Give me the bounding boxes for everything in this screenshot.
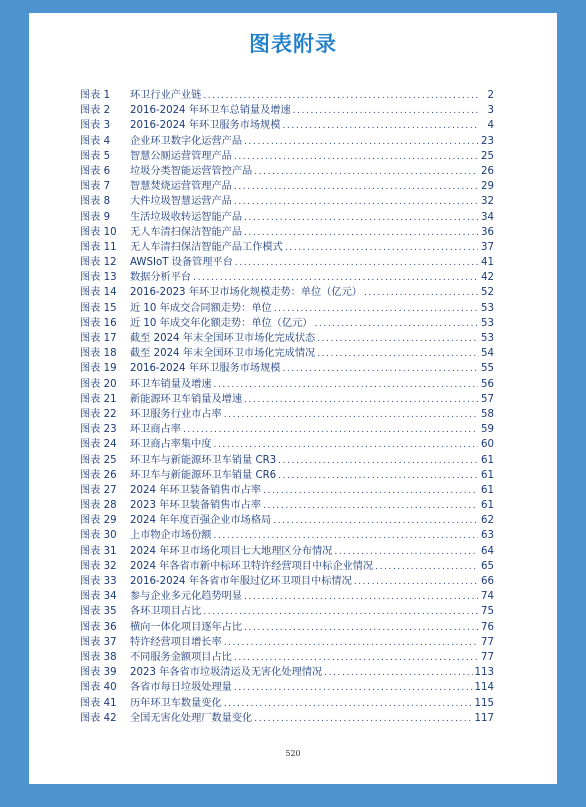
figure-title: 截至 2024 年末全国环卫市场化完成状态 <box>130 333 316 344</box>
figure-page-number: 59 <box>481 424 494 436</box>
figure-page-number: 61 <box>481 484 494 496</box>
figure-number: 图表 39 <box>80 667 117 679</box>
figure-page-number: 34 <box>481 211 494 223</box>
figure-page-number: 63 <box>481 530 494 542</box>
figure-number: 图表 7 <box>80 181 111 193</box>
figure-title: 历年环卫车数量变化 <box>130 697 222 709</box>
figure-title: 2024 年各省市新中标环卫特许经营项目中标企业情况 <box>130 560 374 572</box>
figure-title: 参与企业多元化趋势明显 <box>130 591 243 603</box>
dot-leader <box>244 226 478 241</box>
figure-title: 2023 年环卫装备销售市占率 <box>130 500 262 512</box>
figure-page-number: 57 <box>481 393 494 405</box>
figure-title: 2024 年环卫装备销售市占率 <box>130 484 262 496</box>
dot-leader <box>224 408 478 423</box>
figure-number: 图表 27 <box>80 484 117 496</box>
figure-index-entry[interactable] <box>80 620 494 635</box>
dot-leader <box>244 590 478 605</box>
figure-index-entry[interactable] <box>80 498 494 513</box>
figure-index-entry[interactable] <box>80 696 494 711</box>
figure-number: 图表 6 <box>80 165 111 177</box>
figure-number: 图表 15 <box>80 302 117 314</box>
figure-index-entry[interactable] <box>80 711 494 726</box>
figure-page-number: 61 <box>481 454 494 466</box>
figure-number: 图表 38 <box>80 651 117 663</box>
figure-page-number: 115 <box>474 697 494 709</box>
figure-number: 图表 16 <box>80 317 117 329</box>
figure-title: 环卫车与新能源环卫车销量 CR3 <box>130 454 277 466</box>
figure-index-entry[interactable] <box>80 88 494 103</box>
dot-leader <box>234 651 478 666</box>
figure-index-entry[interactable] <box>80 483 494 498</box>
figure-number: 图表 42 <box>80 712 117 724</box>
figure-index-list <box>80 88 494 726</box>
figure-title: 环卫车与新能源环卫车销量 CR6 <box>130 469 277 481</box>
figure-index-entry[interactable] <box>80 346 494 361</box>
dot-leader <box>317 332 478 347</box>
figure-page-number: 53 <box>481 333 494 344</box>
figure-index-entry[interactable] <box>80 665 494 680</box>
figure-index-entry[interactable] <box>80 210 494 225</box>
figure-page-number: 58 <box>481 408 494 420</box>
figure-title: 不同服务金额项目占比 <box>130 651 232 663</box>
figure-index-entry[interactable] <box>80 103 494 118</box>
figure-number: 图表 2 <box>80 105 111 117</box>
figure-title: 2016-2024 年环卫服务市场规模 <box>130 363 281 375</box>
dot-leader <box>214 378 479 393</box>
figure-title: 无人车清扫保洁智能产品 <box>130 226 243 238</box>
dot-leader <box>244 135 478 150</box>
figure-number: 图表 25 <box>80 454 117 466</box>
dot-leader <box>354 575 478 590</box>
figure-page-number: 2 <box>487 90 494 101</box>
figure-title: 2016-2024 年环卫车总销量及增速 <box>130 105 291 117</box>
page-title: 图表附录 <box>249 32 337 56</box>
figure-index-entry[interactable] <box>80 134 494 149</box>
figure-title: 2023 年各省市垃圾清运及无害化处理情况 <box>130 667 323 679</box>
dot-leader <box>183 423 478 438</box>
dot-leader <box>203 89 478 104</box>
figure-page-number: 4 <box>487 120 494 132</box>
figure-number: 图表 37 <box>80 636 117 648</box>
figure-page-number: 36 <box>481 226 494 238</box>
figure-index-entry[interactable] <box>80 407 494 422</box>
figure-index-entry[interactable] <box>80 316 494 331</box>
figure-title: 2016-2024 年各省市年服过亿环卫项目中标情况 <box>130 576 352 587</box>
dot-leader <box>324 666 472 681</box>
figure-page-number: 114 <box>474 682 494 694</box>
dot-leader <box>193 271 478 286</box>
figure-title: 数据分析平台 <box>130 272 192 284</box>
dot-leader <box>293 104 478 119</box>
figure-number: 图表 26 <box>80 469 117 481</box>
figure-number: 图表 28 <box>80 500 117 512</box>
figure-index-entry[interactable] <box>80 194 494 209</box>
figure-number: 图表 34 <box>80 591 117 603</box>
figure-title: 横向一体化项目逐年占比 <box>130 621 243 633</box>
figure-title: 2016-2024 年环卫服务市场规模 <box>130 120 281 132</box>
figure-number: 图表 3 <box>80 120 111 132</box>
figure-page-number: 55 <box>481 363 494 375</box>
dot-leader <box>234 681 473 696</box>
figure-title: 环卫行业产业链 <box>130 90 202 101</box>
figure-number: 图表 23 <box>80 424 117 436</box>
figure-index-entry[interactable] <box>80 255 494 270</box>
figure-number: 图表 40 <box>80 682 117 694</box>
dot-leader <box>244 621 478 636</box>
dot-leader <box>254 712 472 727</box>
figure-title: 近 10 年成交年化额走势：单位（亿元） <box>130 317 313 329</box>
dot-leader <box>234 180 478 195</box>
figure-page-number: 25 <box>481 150 494 162</box>
figure-page-number: 77 <box>481 651 494 663</box>
dot-leader <box>274 302 478 317</box>
figure-index-entry[interactable] <box>80 528 494 543</box>
figure-title: 各省市每日垃圾处理量 <box>130 682 232 694</box>
dot-leader <box>203 605 478 620</box>
figure-title: 近 10 年成交合同额走势：单位 <box>130 302 272 314</box>
figure-title: 截至 2024 年末全国环卫市场化完成情况 <box>130 348 316 360</box>
figure-index-entry[interactable] <box>80 285 494 300</box>
figure-number: 图表 17 <box>80 333 117 344</box>
figure-title: 智慧焚烧运营管理产品 <box>130 181 232 193</box>
figure-index-entry[interactable] <box>80 118 494 133</box>
figure-title: 环卫商占率集中度 <box>130 439 212 451</box>
figure-index-entry[interactable] <box>80 589 494 604</box>
figure-number: 图表 29 <box>80 515 117 527</box>
dot-leader <box>282 362 478 377</box>
figure-title: AWSIoT 设备管理平台 <box>130 257 233 269</box>
dot-leader <box>224 636 478 651</box>
figure-index-entry[interactable] <box>80 149 494 164</box>
dot-leader <box>263 484 478 499</box>
figure-title: 上市物企市场份额 <box>130 530 212 542</box>
figure-title: 2016-2023 年环卫市场化规模走势：单位（亿元） <box>130 287 362 299</box>
figure-title: 智慧公厕运营管理产品 <box>130 150 232 162</box>
dot-leader <box>234 150 478 165</box>
figure-number: 图表 41 <box>80 697 117 709</box>
figure-index-entry[interactable] <box>80 377 494 392</box>
dot-leader <box>278 454 478 469</box>
figure-number: 图表 30 <box>80 530 117 542</box>
figure-title: 环卫服务行业市占率 <box>130 408 222 420</box>
figure-title: 生活垃圾收转运智能产品 <box>130 211 243 223</box>
figure-number: 图表 36 <box>80 621 117 633</box>
figure-page-number: 76 <box>481 621 494 633</box>
figure-number: 图表 32 <box>80 560 117 572</box>
figure-index-entry[interactable] <box>80 604 494 619</box>
figure-title: 全国无害化处理厂数量变化 <box>130 712 253 724</box>
figure-page-number: 61 <box>481 500 494 512</box>
figure-page-number: 53 <box>481 302 494 314</box>
figure-number: 图表 22 <box>80 408 117 420</box>
figure-index-entry[interactable] <box>80 513 494 528</box>
figure-index-entry[interactable] <box>80 437 494 452</box>
figure-index-entry[interactable] <box>80 392 494 407</box>
dot-leader <box>235 256 478 271</box>
figure-page-number: 75 <box>481 606 494 618</box>
figure-index-entry[interactable] <box>80 331 494 346</box>
figure-title: 环卫车销量及增速 <box>130 378 212 390</box>
figure-number: 图表 24 <box>80 439 117 451</box>
figure-number: 图表 21 <box>80 393 117 405</box>
dot-leader <box>282 119 478 134</box>
dot-leader <box>278 469 478 484</box>
figure-number: 图表 14 <box>80 287 117 299</box>
figure-index-entry[interactable] <box>80 453 494 468</box>
document-page <box>29 13 557 784</box>
figure-title: 无人车清扫保洁智能产品工作模式 <box>130 241 283 253</box>
dot-leader <box>254 165 478 180</box>
figure-index-entry[interactable] <box>80 635 494 650</box>
dot-leader <box>375 560 478 575</box>
figure-page-number: 74 <box>481 591 494 603</box>
figure-page-number: 23 <box>481 135 494 147</box>
figure-title: 环卫商占率 <box>130 424 181 436</box>
figure-page-number: 29 <box>481 181 494 193</box>
page-number: 520 <box>285 749 301 758</box>
figure-title: 特许经营项目增长率 <box>130 636 222 648</box>
figure-title: 企业环卫数字化运营产品 <box>130 135 243 147</box>
figure-number: 图表 31 <box>80 545 117 557</box>
figure-index-entry[interactable] <box>80 574 494 589</box>
figure-number: 图表 13 <box>80 272 117 284</box>
dot-leader <box>214 438 479 453</box>
figure-page-number: 113 <box>474 667 494 679</box>
figure-number: 图表 18 <box>80 348 117 360</box>
figure-page-number: 77 <box>481 636 494 648</box>
figure-number: 图表 10 <box>80 226 117 238</box>
figure-index-entry[interactable] <box>80 544 494 559</box>
figure-index-entry[interactable] <box>80 225 494 240</box>
figure-title: 各环卫项目占比 <box>130 606 202 618</box>
figure-page-number: 60 <box>481 439 494 451</box>
figure-number: 图表 5 <box>80 150 111 162</box>
dot-leader <box>244 393 478 408</box>
dot-leader <box>214 529 479 544</box>
figure-page-number: 52 <box>481 287 494 299</box>
figure-title: 垃圾分类智能运营管控产品 <box>130 165 253 177</box>
figure-page-number: 42 <box>481 272 494 284</box>
figure-page-number: 41 <box>481 257 494 269</box>
dot-leader <box>244 211 478 226</box>
figure-index-entry[interactable] <box>80 164 494 179</box>
figure-title: 新能源环卫车销量及增速 <box>130 393 243 405</box>
figure-page-number: 61 <box>481 469 494 481</box>
figure-page-number: 62 <box>481 515 494 527</box>
dot-leader <box>314 317 478 332</box>
figure-page-number: 56 <box>481 378 494 390</box>
dot-leader <box>317 347 478 362</box>
figure-number: 图表 19 <box>80 363 117 375</box>
figure-index-entry[interactable] <box>80 240 494 255</box>
figure-index-entry[interactable] <box>80 468 494 483</box>
figure-number: 图表 11 <box>80 241 117 253</box>
figure-number: 图表 8 <box>80 196 111 208</box>
dot-leader <box>224 697 473 712</box>
figure-title: 2024 年环卫市场化项目七大地理区分布情况 <box>130 545 333 557</box>
figure-index-entry[interactable] <box>80 301 494 316</box>
figure-index-entry[interactable] <box>80 559 494 574</box>
figure-number: 图表 33 <box>80 576 117 587</box>
dot-leader <box>234 195 478 210</box>
figure-page-number: 53 <box>481 317 494 329</box>
figure-index-entry[interactable] <box>80 179 494 194</box>
figure-index-entry[interactable] <box>80 680 494 695</box>
figure-number: 图表 4 <box>80 135 111 147</box>
figure-page-number: 66 <box>481 576 494 587</box>
dot-leader <box>364 286 478 301</box>
figure-title: 2024 年年度百强企业市场格局 <box>130 515 272 527</box>
figure-number: 图表 20 <box>80 378 117 390</box>
figure-page-number: 26 <box>481 165 494 177</box>
dot-leader <box>273 514 478 529</box>
figure-index-entry[interactable] <box>80 422 494 437</box>
figure-page-number: 64 <box>481 545 494 557</box>
figure-index-entry[interactable] <box>80 361 494 376</box>
figure-page-number: 54 <box>481 348 494 360</box>
figure-index-entry[interactable] <box>80 270 494 285</box>
dot-leader <box>263 499 478 514</box>
figure-page-number: 3 <box>487 105 494 117</box>
figure-index-entry[interactable] <box>80 650 494 665</box>
dot-leader <box>285 241 478 256</box>
figure-number: 图表 1 <box>80 90 111 101</box>
figure-page-number: 117 <box>474 712 494 724</box>
figure-number: 图表 12 <box>80 257 117 269</box>
figure-number: 图表 9 <box>80 211 111 223</box>
figure-title: 大件垃圾智慧运营产品 <box>130 196 232 208</box>
figure-number: 图表 35 <box>80 606 117 618</box>
figure-page-number: 37 <box>481 241 494 253</box>
dot-leader <box>334 545 478 560</box>
figure-page-number: 65 <box>481 560 494 572</box>
figure-page-number: 32 <box>481 196 494 208</box>
